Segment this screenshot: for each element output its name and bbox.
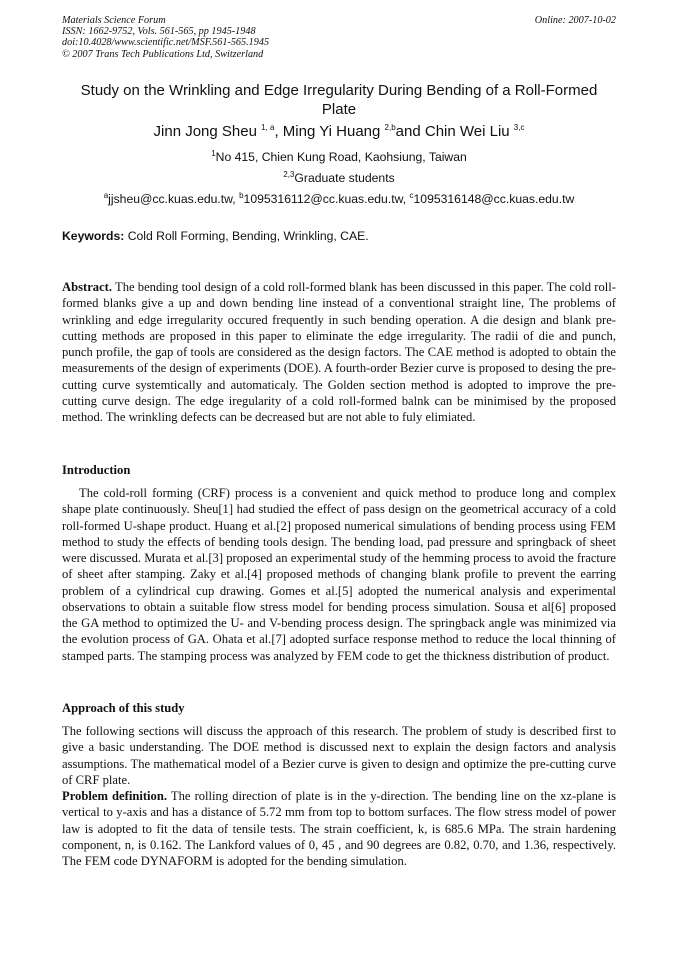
abstract-label: Abstract. xyxy=(62,280,113,294)
author-3-affil: 3,c xyxy=(513,123,525,132)
author-2-affil: 2,b xyxy=(384,123,396,132)
problem-definition xyxy=(62,788,616,869)
email-c[interactable]: 1095316148@cc.kuas.edu.tw xyxy=(413,192,575,206)
author-1: Jinn Jong Sheu xyxy=(153,123,257,140)
author-1-affil: 1, a xyxy=(261,123,275,132)
email-b[interactable]: 1095316112@cc.kuas.edu.tw, xyxy=(243,192,410,206)
affiliation-1-text: No 415, Chien Kung Road, Kaohsiung, Taiwan xyxy=(215,150,467,164)
keywords xyxy=(62,229,616,244)
journal-header xyxy=(62,15,616,60)
paper-title: Study on the Wrinkling and Edge Irregularity During Bending of a Roll-Formed Plate xyxy=(80,82,598,118)
keywords-text: Cold Roll Forming, Bending, Wrinkling, CAE. xyxy=(124,229,369,243)
doi-line: doi:10.4028/www.scientific.net/MSF.561-565.1945 xyxy=(62,37,270,49)
online-date: Online: 2007-10-02 xyxy=(534,15,616,26)
problem-definition-text: The rolling direction of plate is in the y-direction. The bending line on the xz-plane is vertical to y-axis and has a distance of 5.72 mm from top to bottom surfaces. The flow stress model of power law is adopted to fit the data of tensile tests. The strain coefficient, k, is 685.6 MPa. The strain hardening component, n, is 0.162. The Lankford values of 0, 45 , and 90 degrees are 0.82, 0.70, and 1.36, respectively. The FEM code DYNAFORM is adopted for the bending simulation. xyxy=(62,789,616,868)
issn-line: ISSN: 1662-9752, Vols. 561-565, pp 1945-1948 xyxy=(62,26,256,38)
author-3: Chin Wei Liu xyxy=(424,123,510,140)
journal-name: Materials Science Forum xyxy=(62,15,166,26)
abstract-text: The bending tool design of a cold roll-formed blank has been discussed in this paper. The cold roll-formed blanks give a up and down bending line instead of a conventional straight line, The problems of wrinkling and edge irregularity occured frequently in such bending operation. A die design and blank pre-cutting methods are proposed in this paper to eliminate the edge irregularity. The radii of die and punch, punch profile, the gap of tools are considered as the design factors. The CAE method is adopted to obtain the measurements of the design of experiments (DOE). A fourth-order Bezier curve is proposed to desing the pre-cutting curve systemtically and automaticaly. The Golden section method is adopted to improve the pre-cutting curve design. The edge iregularity of a cold roll-formed balnk can be minimised by the proposed method. The wrinkling defects can be decreased but are not able to fuly elimiated. xyxy=(62,280,616,424)
author-separator: and xyxy=(395,123,425,140)
affiliation-2-marker: 2,3 xyxy=(283,169,295,179)
approach-text: The following sections will discuss the approach of this research. The problem of study is described first to give a basic understanding. The DOE method is discussed next to explain the design factors and analysis assumptions. The mathematical model of a Bezier curve is given to design and optimize the pre-cutting curve of CRF plate. xyxy=(62,724,616,787)
email-b-marker: b xyxy=(239,190,244,200)
author-list xyxy=(62,122,616,141)
affiliation-1-marker: 1 xyxy=(211,148,216,158)
affiliation-2 xyxy=(62,171,616,186)
copyright-line: © 2007 Trans Tech Publications Ltd, Switzerland xyxy=(62,48,264,60)
affiliation-2-text: Graduate students xyxy=(294,171,395,185)
problem-definition-label: Problem definition. xyxy=(62,789,167,803)
email-c-marker: c xyxy=(409,190,414,200)
author-separator: , xyxy=(274,123,283,140)
abstract xyxy=(62,279,616,425)
keywords-label: Keywords: xyxy=(62,229,125,243)
introduction-text: The cold-roll forming (CRF) process is a convenient and quick method to produce long and complex shape plate continuously. Sheu[1] had studied the effect of pass design on the geometrical accuracy of a cold roll-formed U-shape product. Huang et al.[2] proposed numerical simulations of bending process using FEM method to study the effects of bending tools design. The bending load, pad pressure and springback of sheet were discussed. Murata et al.[3] proposed an experimental study of the hemming process to avoid the fracture of sheet after stamping. Zaky et al.[4] proposed methods of changing blank profile to prevent the earring problem of a cylindrical cup drawing. Gomes et al.[5] adopted the numerical analysis and experimental observations to obtain a suitable flow stress model for bending process simulation. Sousa et al[6] proposed the GA method to optimized the U- and V-bending process design. The springback angle was minimized via the evolution process of GA. Ohata et al.[7] adopted surface response method to reduce the local thinning of stamped parts. The stamping process was analyzed by FEM code to get the thickness distribution of product. xyxy=(62,486,616,663)
affiliation-1 xyxy=(62,150,616,165)
introduction-heading: Introduction xyxy=(62,463,131,477)
email-a-marker: a xyxy=(103,190,109,200)
email-a[interactable]: jjsheu@cc.kuas.edu.tw, xyxy=(108,192,240,206)
approach-heading: Approach of this study xyxy=(62,701,185,715)
email-list xyxy=(62,192,616,207)
author-2: Ming Yi Huang xyxy=(282,123,381,140)
